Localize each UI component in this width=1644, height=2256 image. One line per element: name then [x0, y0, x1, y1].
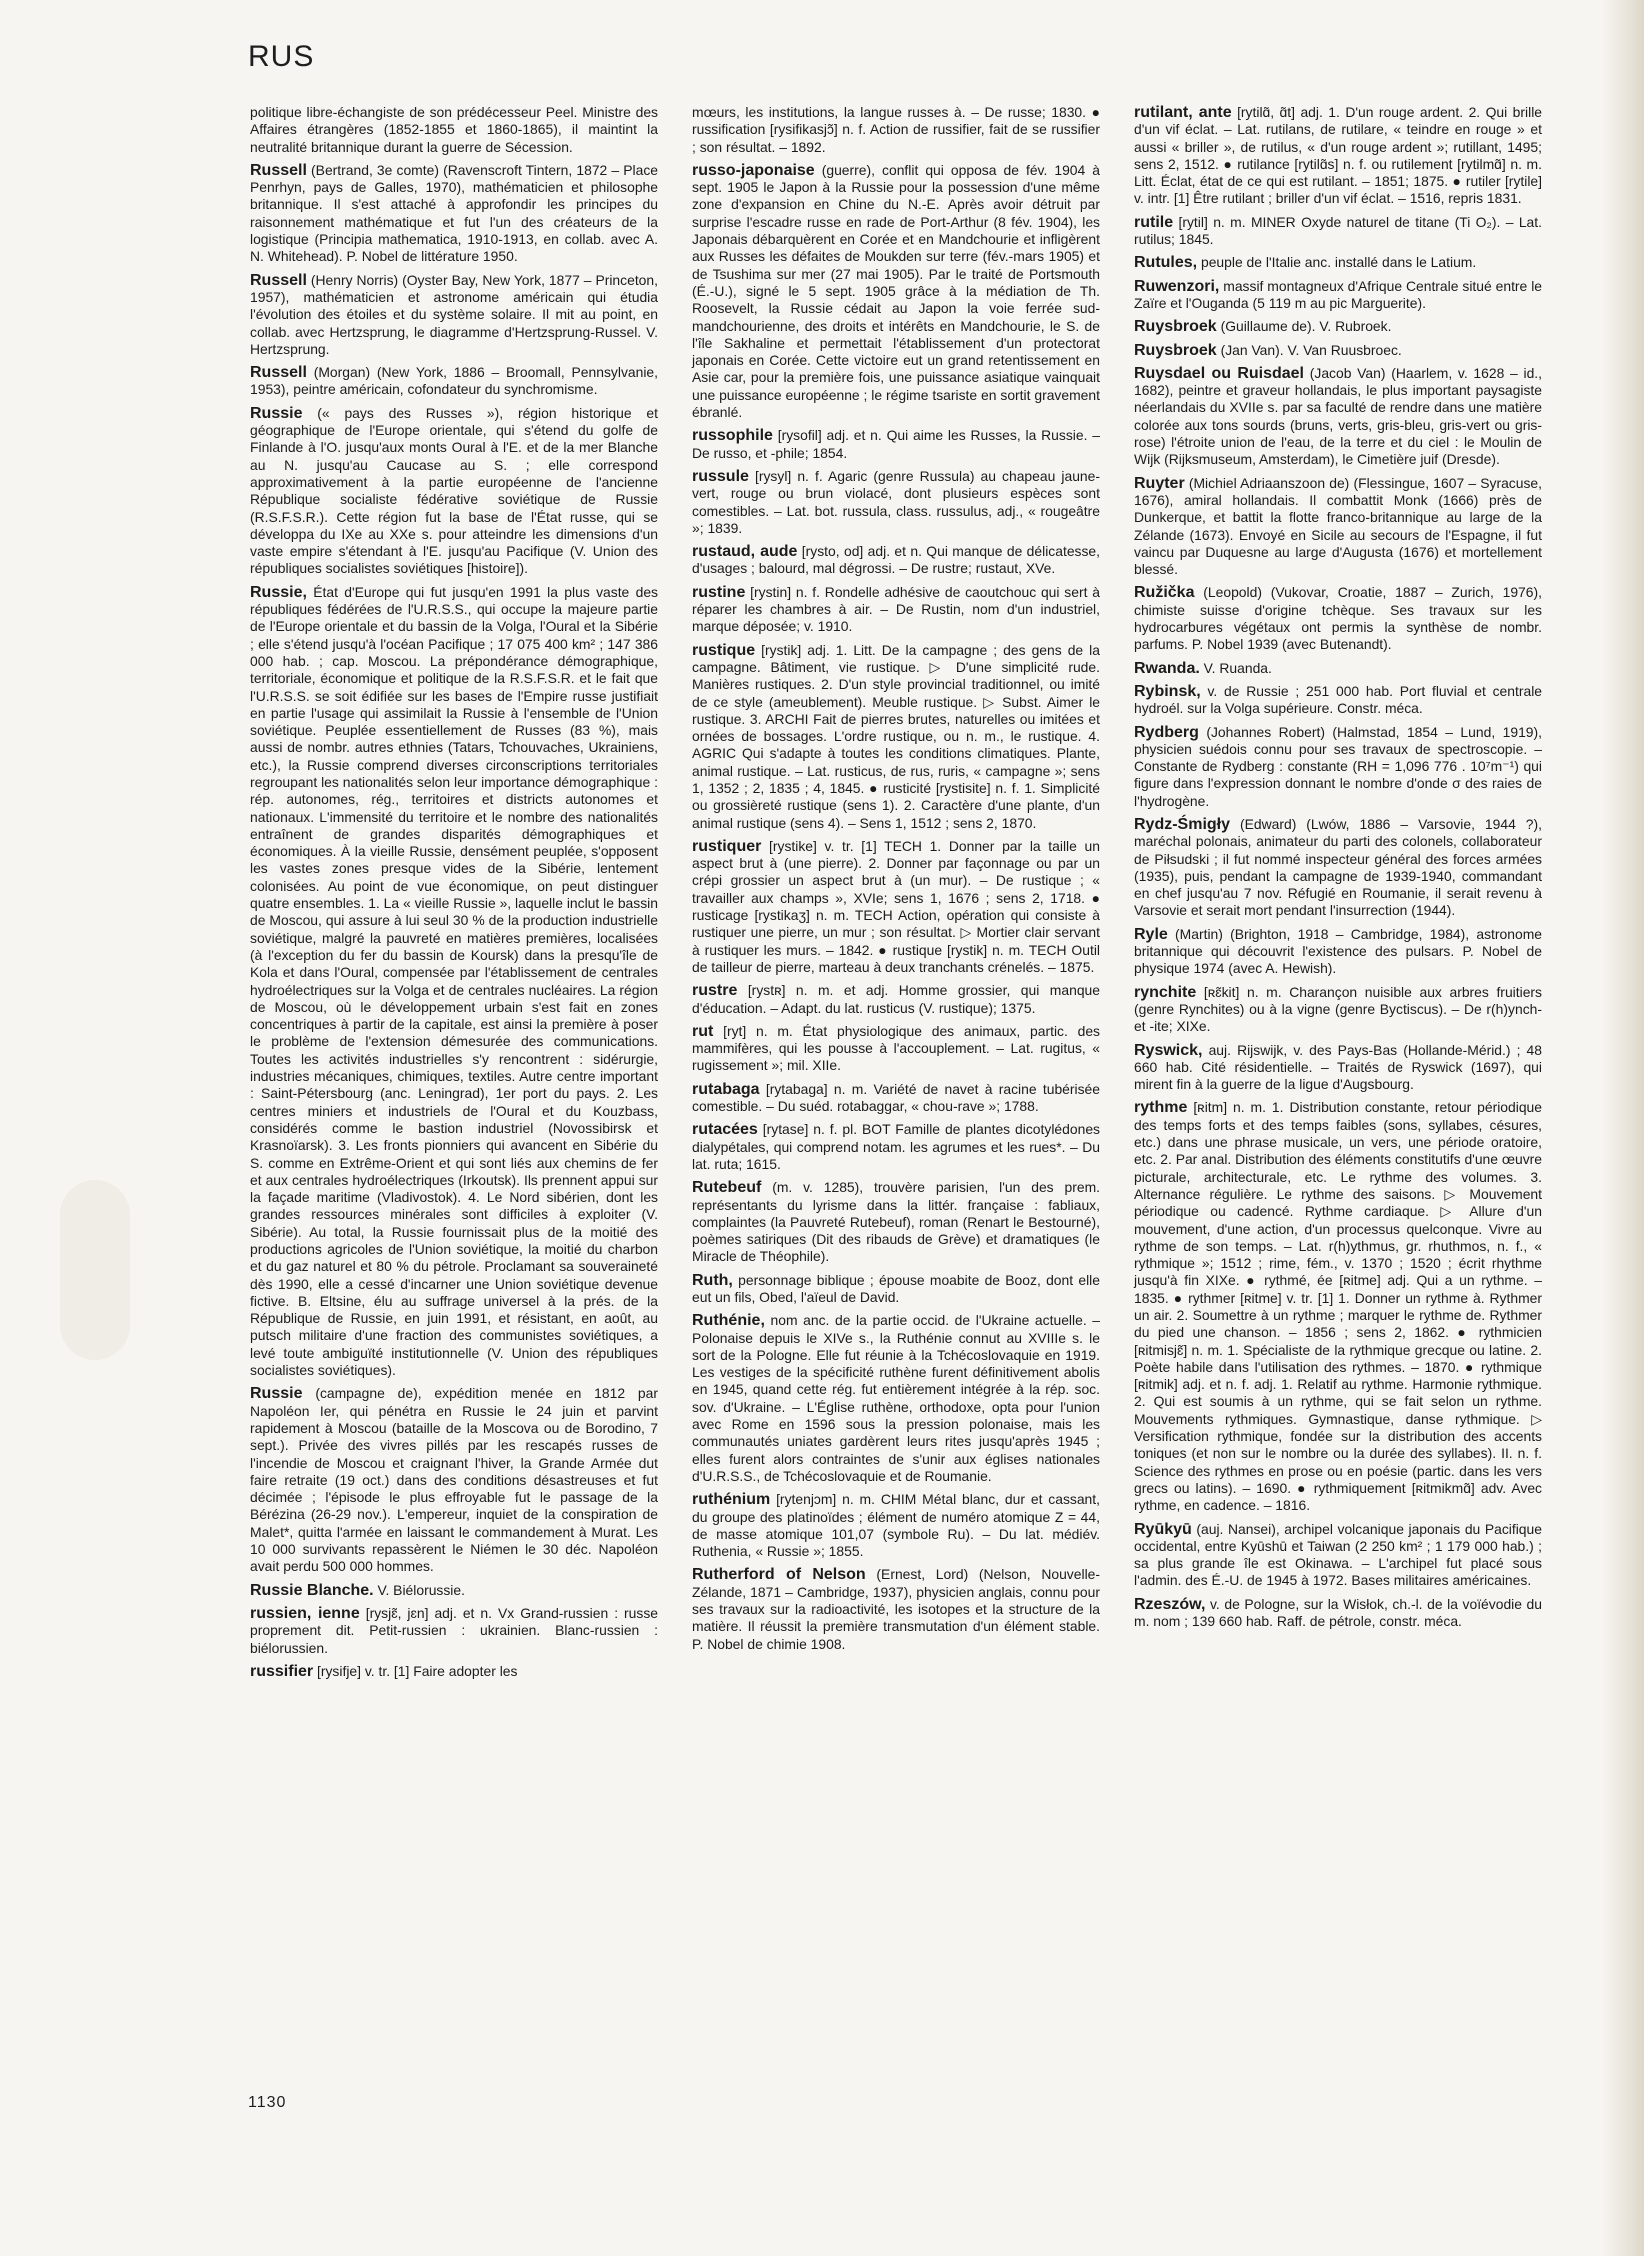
entry-headword: rustre — [692, 982, 738, 1000]
dictionary-entry — [250, 405, 658, 578]
dictionary-entry — [1134, 475, 1542, 579]
entry-headword: Russell — [250, 364, 307, 382]
entry-text: (Morgan) (New York, 1886 – Broomall, Pennsylvanie, 1953), peintre américain, cofondateur du synchromisme. — [250, 364, 659, 398]
dictionary-entry — [1134, 1596, 1542, 1631]
entry-text: [rystin] n. f. Rondelle adhésive de caoutchouc qui sert à réparer les chambres à air. – De Rustin, nom d'un industriel, marque déposée; v. 1910. — [692, 583, 1100, 635]
entry-headword: Russell — [250, 271, 307, 289]
dictionary-entry — [1134, 1042, 1542, 1094]
entry-headword: Ruysbroek — [1134, 341, 1217, 359]
entry-text: v. de Russie ; 251 000 hab. Port fluvial et centrale hydroél. sur la Volga supérieure. Constr. méca. — [1134, 682, 1542, 717]
entry-headword: Ruysdael ou Ruisdael — [1134, 364, 1305, 382]
entry-headword: Ruwenzori, — [1134, 277, 1220, 295]
entry-text: (Jacob Van) (Haarlem, v. 1628 – id., 1682), peintre et graveur hollandais, le plus important paysagiste néerlandais du XVIIe s. par sa faculté de rendre dans une matière colorée aux tons sourds (bruns, verts, gris-bleu, gris-vert ou gris-rose) l'étroite union de l'eau, de la terre et du ciel : le Moulin de Wijk (Rijksmuseum, Amsterdam), le Cimetière juif (Dresde). — [1134, 364, 1543, 468]
dictionary-entry — [250, 272, 658, 358]
entry-text: (Leopold) (Vukovar, Croatie, 1887 – Zurich, 1976), chimiste suisse d'origine tchèque. Ses travaux sur les hydrocarbures végétaux ont permis la synthèse de nombr. parfums. P. Nobel 1939 (avec Butenandt). — [1134, 584, 1542, 653]
entry-headword: russo-japonaise — [692, 161, 815, 179]
entry-text: (Bertrand, 3e comte) (Ravenscroft Tintern, 1872 – Place Penrhyn, pays de Galles, 1970), mathématicien et philosophe britannique. Il s'est attaché à approfondir les principes du raisonnement mathématique et fut l'un des créateurs de la logistique (Principia mathematica, 1910-1913, en collab. avec A. N. Whitehead). P. Nobel de littérature 1950. — [250, 161, 658, 265]
entry-text: État d'Europe qui fut jusqu'en 1991 la plus vaste des républiques fédérées de l'U.R.S.S., qui occupe la majeure partie de l'Europe orientale et du bassin de la Volga, l'Oural et la Sibérie ; elle s'étend jusqu'à l'océan Pacifique ; 17 075 400 km² ; 147 386 000 hab. ; cap. Moscou. La prépondérance démographique, territoriale, économique et politique de la R.S.F.S.R. et le fait que l'U.R.S.S. se soit édifiée sur les bases de l'Empire russe justifiait en partie l'usage qui assimilait la Russie à l'ensemble de l'Union soviétique. Peuplée essentiellement de Russes (83 %), mais aussi de nombr. autres ethnies (Tatars, Tchouvaches, Ukrainiens, etc.), la Russie comprend diverses circonscriptions territoriales regroupant les nationalités selon leur importance démographique : rép. autonomes, rég., territoires et districts autonomes et nationaux. L'immensité du territoire et le nombre des nationalités entraînent de grandes disparités démographiques et économiques. À la vieille Russie, densément peuplée, s'opposent les vastes zones presque vides de la Sibérie, lentement colonisées. Au point de vue économique, on peut distinguer quatre ensembles. 1. La « vieille Russie », laquelle inclut le bassin de Moscou, qui assure à lui seul 30 % de la production industrielle soviétique, malgré la pauvreté en matières premières, localisées (à l'exception du fer du bassin de Koursk) dans la presqu'île de Kola et dans l'Oural, compensée par l'établissement de centrales hydroélectriques sur la Volga et de centrales nucléaires. La région de Moscou, où le développement urbain s'est fait en zones concentriques à partir de la capitale, est ainsi la première à poser le problème de l'extension démesurée des communications. Toutes les activités industrielles s'y rencontrent : sidérurgie, industries mécaniques, chimiques, textiles. Autre centre important : Saint-Pétersbourg (anc. Leningrad), 1er port du pays. 2. Les centres miniers et industriels de l'Oural et du Kouzbass, considérés comme le bastion industriel (Novossibirsk et Krasnoïarsk). 3. Les fronts pionniers qui avancent en Sibérie du S. comme en Extrême-Orient et qui sont liés aux chemins de fer et aux centrales hydroélectriques (Irkoutsk). Ils prennent appui sur la façade maritime (Vladivostok). 4. Le Nord sibérien, dont les grandes ressources minérales sont difficiles à exploiter (V. Sibérie). Au total, la Russie fournissait plus de la moitié des productions agricoles de l'Union soviétique, la moitié du charbon et du gaz naturel et 80 % du pétrole. Proclamant sa souveraineté dès 1990, elle a cessé d'incarner une Union soviétique devenue fictive. B. Eltsine, élu au suffrage universel à la prés. de la République de Russie, en juin 1991, et résistant, en août, au putsch militaire d'une fraction des communistes soviétiques, a levé toute ambiguïté institutionnelle (V. Union des républiques socialistes soviétiques). — [250, 583, 658, 1379]
entry-text: [rystʀ] n. m. et adj. Homme grossier, qui manque d'éducation. – Adapt. du lat. rusticus (V. rustique); 1375. — [692, 982, 1101, 1016]
dictionary-entry — [692, 1491, 1100, 1560]
entry-text: (Michiel Adriaanszoon de) (Flessingue, 1607 – Syracuse, 1676), amiral hollandais. Il combattit Monk (1666) près de Dunkerque, et battit la flotte franco-britannique au large de la Zélande (1673). Envoyé en Sicile au secours de l'Espagne, il fut vaincu par Duquesne au large d'Augusta (1676) et mortellement blessé. — [1134, 474, 1543, 578]
entry-headword: Ruthénie, — [692, 1312, 765, 1330]
entry-headword: rutacées — [692, 1121, 758, 1139]
dictionary-entry — [692, 427, 1100, 462]
entry-text: [rytabaga] n. m. Variété de navet à racine tubérisée comestible. – Du suéd. rotabaggar, « chou-rave »; 1788. — [692, 1080, 1100, 1115]
page-edge-shadow — [1602, 0, 1644, 2256]
running-head: RUS — [248, 40, 315, 73]
dictionary-entry — [1134, 214, 1542, 249]
dictionary-entry — [692, 1179, 1100, 1265]
entry-text: (Guillaume de). V. Rubroek. — [1220, 318, 1392, 335]
dictionary-entry — [250, 162, 658, 266]
entry-headword: rythme — [1134, 1099, 1188, 1117]
entry-headword: russifier — [250, 1662, 314, 1680]
entry-headword: Ružička — [1134, 584, 1195, 602]
entry-headword: rutilant, ante — [1134, 104, 1232, 121]
dictionary-entry — [692, 584, 1100, 636]
entry-headword: Russie — [250, 404, 303, 422]
entry-headword: rustiquer — [692, 837, 762, 855]
dictionary-entry — [1134, 365, 1542, 469]
entry-text: (« pays des Russes »), région historique et géographique de l'Europe orientale, qui s'étend du golfe de Finlande à l'O. jusqu'aux monts Oural à l'E. et de la mer Blanche au N. jusqu'au Caucase au S. ; elle correspond approximativement à la partie européenne de l'ancienne République socialiste fédérative soviétique de Russie (R.S.F.S.R.). Cette région fut la base de l'État russe, qui se développa du IXe au XXe s. pour atteindre les dimensions d'un vaste empire s'étendant à l'E. jusqu'au Pacifique (V. Union des républiques socialistes soviétiques [histoire]). — [250, 404, 658, 577]
entry-text: V. Ruanda. — [1203, 659, 1272, 676]
column-2 — [692, 104, 1100, 1659]
entry-text: (Johannes Robert) (Halmstad, 1854 – Lund, 1919), physicien suédois connu pour ses travaux de spectroscopie. – Constante de Rydberg : constante (RH = 1,096 776 . 10⁷m⁻¹) qui figure dans l'expression donnant le nombre d'onde σ des raies de l'hydrogène. — [1134, 723, 1543, 809]
entry-headword: Ryle — [1134, 925, 1168, 943]
dictionary-entry — [692, 1121, 1100, 1173]
dictionary-entry — [1134, 1521, 1542, 1590]
dictionary-entry — [1134, 318, 1542, 335]
dictionary-entry — [250, 1605, 658, 1657]
dictionary-entry — [1134, 584, 1542, 653]
entry-text: [rystike] v. tr. [1] TECH 1. Donner par la taille un aspect brut à (une pierre). 2. Donner par façonnage ou par un crépi grossier un aspect brut à (un mur). – De rustique ; « travailler aux champs », XVIe; sens 1, 1676 ; sens 2, 1718. ● rusticage [rystikaʒ] n. m. TECH Action, opération qui consiste à rustiquer une pierre, un mur ; son résultat. ▷ Mortier clair servant à rustiquer les murs. – 1842. ● rustique [rystik] n. m. TECH Outil de tailleur de pierre, marteau à deux tranchants crénelés. – 1875. — [692, 837, 1100, 975]
entry-text: politique libre-échangiste de son prédécesseur Peel. Ministre des Affaires étrangères (1852-1855 et 1860-1865), il maintint la neutralité britannique durant la guerre de Sécession. — [250, 104, 658, 155]
dictionary-entry — [692, 468, 1100, 537]
entry-headword: Russell — [250, 161, 307, 179]
entry-text: (Henry Norris) (Oyster Bay, New York, 1877 – Princeton, 1957), mathématicien et astronome américain qui étudia l'évolution des étoiles et du système solaire. Il mit au point, en collab. avec Hertzsprung, le diagramme d'Hertzsprung-Russel. V. Hertzsprung. — [250, 271, 658, 357]
dictionary-entry — [692, 1081, 1100, 1116]
entry-headword: Rzeszów, — [1134, 1595, 1206, 1613]
entry-text: (m. v. 1285), trouvère parisien, l'un des prem. représentants du lyrisme dans la littér. française : fabliaux, complaintes (la Pauvreté Rutebeuf), roman (Renart le Bestourné), poèmes satiriques (Dit des ribauds de Grève) et dramatiques (le Miracle de Théophile). — [692, 1179, 1100, 1265]
entry-text: [rystik] adj. 1. Litt. De la campagne ; des gens de la campagne. Bâtiment, vie rustique. ▷ D'une simplicité rude. Manières rustiques. 2. D'un style provincial traditionnel, ou imité de ce style (ameublement). Meuble rustique. ▷ Subst. Aimer le rustique. 3. ARCHI Fait de pierres brutes, naturelles ou imitées et ornées de bossages. L'ordre rustique, ou n. m., le rustique. 4. AGRIC Qui s'adapte à toutes les conditions climatiques. Plante, animal rustique. – Lat. rusticus, de rus, ruris, « campagne »; sens 1, 1352 ; 2, 1835 ; 4, 1845. ● rusticité [rystisite] n. f. 1. Simplicité ou grossièreté rustique (sens 1). 2. Caractère d'une plante, d'un animal rustique (sens 4). – Sens 1, 1512 ; sens 2, 1870. — [692, 641, 1100, 831]
column-1 — [250, 104, 658, 1686]
entry-text: v. de Pologne, sur la Wisłok, ch.-l. de la voïévodie du m. nom ; 139 660 hab. Raff. de pétrole, constr. méca. — [1134, 1595, 1543, 1630]
entry-text: (guerre), conflit qui opposa de fév. 1904 à sept. 1905 le Japon à la Russie pour la possession d'une même zone d'expansion en Chine du N.-E. Après avoir détruit par surprise l'escadre russe en rade de Port-Arthur (8 fév. 1904), les Japonais débarquèrent en Corée et en Mandchourie et infligèrent aux Russes les défaites de Moukden sur terre (fév.-mars 1905) et de Tsushima sur mer (27 mai 1905). Par le traité de Portsmouth (É.-U.), signé le 5 sept. 1905 grâce à la médiation de Th. Roosevelt, la Russie cédait au Japon la voie ferrée sud-mandchourienne, des droits et intérêts en Mandchourie, le S. de l'île Sakhaline et permettait l'établissement d'un protectorat japonais en Corée. Cette victoire eut un grand retentissement en Asie car, pour la première fois, une puissance asiatique vainquait une puissance européenne ; le régime tsariste en sortit gravement ébranlé. — [692, 161, 1101, 421]
dictionary-entry — [692, 543, 1100, 578]
dictionary-entry — [692, 642, 1100, 832]
entry-headword: russule — [692, 467, 749, 485]
entry-headword: Russie — [250, 1385, 303, 1403]
entry-text: [rytilɑ̃, ɑ̃t] adj. 1. D'un rouge ardent. 2. Qui brille d'un vif éclat. – Lat. rutilans, de rutilare, « teindre en rouge » et aussi « briller », de rutilus, « d'un rouge ardent »; rutillant, 1495; sens 2, 1512. ● rutilance [rytilɑ̃s] n. f. ou rutilement [rytilmɑ̃] n. m. Litt. Éclat, état de ce qui est rutilant. – 1851; 1875. ● rutiler [rytile] v. intr. [1] Être rutilant ; briller d'un vif éclat. – 1516, repris 1831. — [1134, 104, 1543, 207]
page-number: 1130 — [248, 2094, 287, 2111]
dictionary-entry — [1134, 104, 1542, 208]
dictionary-entry — [692, 104, 1100, 156]
entry-text: [rysjɛ̃, jɛn] adj. et n. Vx Grand-russien : russe proprement dit. Petit-russien : ukrainien. Blanc-russien : biélorussien. — [250, 1604, 659, 1656]
dictionary-entry — [250, 1385, 658, 1575]
dictionary-entry — [250, 1663, 658, 1680]
entry-text: (Martin) (Brighton, 1918 – Cambridge, 1984), astronome britannique qui découvrit l'existence des pulsars. P. Nobel de physique 1974 (avec A. Hewish). — [1134, 925, 1542, 977]
entry-headword: Ryswick, — [1134, 1041, 1203, 1059]
entry-headword: rynchite — [1134, 983, 1197, 1001]
entry-headword: Ryūkyū — [1134, 1520, 1192, 1538]
entry-text: [rytase] n. f. pl. BOT Famille de plantes dicotylédones dialypétales, qui comprend notam. les agrumes et les rues*. – Du lat. ruta; 1615. — [692, 1121, 1100, 1172]
dictionary-entry — [250, 584, 658, 1380]
entry-headword: russophile — [692, 427, 773, 445]
entry-headword: Rybinsk, — [1134, 682, 1201, 700]
dictionary-entry — [692, 1023, 1100, 1075]
entry-text: personnage biblique ; épouse moabite de Booz, dont elle eut un fils, Obed, l'aïeul de David. — [692, 1271, 1100, 1305]
entry-text: [rysto, od] adj. et n. Qui manque de délicatesse, d'usages ; balourd, mal dégrossi. – De rustre; rustaut, XVe. — [692, 543, 1101, 577]
dictionary-entry — [692, 1566, 1100, 1652]
entry-text: (auj. Nansei), archipel volcanique japonais du Pacifique occidental, entre Kyūshū et Taiwan (2 250 km² ; 1 179 000 hab.) ; sa plus grande île est Okinawa. – L'archipel fut placé sous l'admin. des É.-U. de 1945 à 1972. Bases militaires américaines. — [1134, 1520, 1542, 1589]
dictionary-entry — [692, 838, 1100, 976]
entry-text: [rysofil] adj. et n. Qui aime les Russes, la Russie. – De russo, et -phile; 1854. — [692, 427, 1100, 461]
entry-text: [ʀɛ̃kit] n. m. Charançon nuisible aux arbres fruitiers (genre Rynchites) ou à la vigne (genre Byctiscus). – De r(h)ynch- et -ite; XIXe. — [1134, 983, 1542, 1035]
entry-headword: russien, ienne — [250, 1604, 360, 1622]
entry-text: V. Biélorussie. — [377, 1581, 465, 1598]
entry-text: mœurs, les institutions, la langue russes à. – De russe; 1830. ● russification [rysifikasjɔ̃] n. f. Action de russifier, fait de se russifier ; son résultat. – 1892. — [692, 104, 1100, 155]
entry-text: [rysyl] n. f. Agaric (genre Russula) au chapeau jaune-vert, rouge ou brun violacé, dont plusieurs espèces sont comestibles. – Lat. bot. russula, class. russulus, adj., « rougeâtre »; 1839. — [692, 467, 1101, 536]
dictionary-entry — [250, 1582, 658, 1599]
entry-headword: Rydz-Śmigły — [1134, 815, 1231, 833]
dictionary-entry — [1134, 926, 1542, 978]
column-3 — [1134, 104, 1542, 1636]
entry-headword: Rydberg — [1134, 723, 1199, 741]
entry-headword: Russie, — [250, 583, 307, 601]
entry-text: auj. Rijswijk, v. des Pays-Bas (Hollande-Mérid.) ; 48 660 hab. Cité résidentielle. – Traités de Ryswick (1697), qui mirent fin à la guerre de la ligue d'Augsbourg. — [1134, 1041, 1542, 1093]
dictionary-entry — [1134, 342, 1542, 359]
dictionary-entry — [692, 982, 1100, 1017]
dictionary-entry — [692, 162, 1100, 421]
dictionary-entry — [692, 1312, 1100, 1485]
dictionary-entry — [1134, 254, 1542, 271]
entry-headword: Rutules, — [1134, 254, 1198, 272]
entry-headword: Rwanda. — [1134, 659, 1200, 677]
entry-headword: Russie Blanche. — [250, 1581, 374, 1599]
entry-text: [rytil] n. m. MINER Oxyde naturel de titane (Ti O₂). – Lat. rutilus; 1845. — [1134, 213, 1542, 248]
entry-text: [ryt] n. m. État physiologique des animaux, partic. des mammifères, qui les pousse à l'accouplement. – Lat. rugitus, « rugissement »; mil. XIIe. — [692, 1022, 1100, 1074]
entry-headword: Ruth, — [692, 1271, 733, 1289]
entry-text: peuple de l'Italie anc. installé dans le Latium. — [1200, 254, 1477, 271]
entry-headword: Ruysbroek — [1134, 318, 1217, 336]
entry-text: [rytenjɔm] n. m. CHIM Métal blanc, dur et cassant, du groupe des platinoïdes ; élément de numéro atomique Z = 44, de masse atomique 101,07 (symbole Ru). – Du lat. médiév. Ruthenia, « Russie »; 1855. — [692, 1491, 1101, 1560]
entry-headword: Rutebeuf — [692, 1179, 762, 1197]
entry-text: [rysifje] v. tr. [1] Faire adopter les — [317, 1662, 518, 1679]
entry-headword: Ruyter — [1134, 474, 1185, 492]
entry-headword: Rutherford of Nelson — [692, 1566, 866, 1584]
entry-text: (campagne de), expédition menée en 1812 par Napoléon Ier, qui pénétra en Russie le 24 juin et parvint rapidement à Moscou (bataille de la Moscova ou de Borodino, 7 sept.). Privée des vivres pillés par les rescapés russes de l'incendie de Moscou et craignant l'hiver, la Grande Armée dut faire retraite (19 oct.) dans des conditions désastreuses et fut décimée ; l'épisode le plus effroyable fut le passage de la Bérézina (26-29 nov.). L'empereur, inquiet de la conspiration de Malet*, quitta l'armée en laissant le commandement à Murat. Les 10 000 survivants repassèrent le Niémen le 30 déc. Napoléon avait perdu 500 000 hommes. — [250, 1385, 658, 1575]
dictionary-entry — [1134, 660, 1542, 677]
paper-stain — [60, 1180, 130, 1360]
entry-text: (Ernest, Lord) (Nelson, Nouvelle-Zélande, 1871 – Cambridge, 1937), physicien anglais, connu pour ses travaux sur la radioactivité, les isotopes et la structure de la matière. Il réussit la première transmutation d'un élément stable. P. Nobel de chimie 1908. — [692, 1566, 1101, 1652]
entry-text: massif montagneux d'Afrique Centrale situé entre le Zaïre et l'Ouganda (5 119 m au pic Marguerite). — [1134, 277, 1543, 311]
dictionary-entry — [250, 364, 658, 399]
entry-headword: rustine — [692, 583, 746, 601]
dictionary-entry — [1134, 724, 1542, 810]
entry-headword: rustique — [692, 641, 756, 659]
entry-headword: ruthénium — [692, 1491, 771, 1509]
dictionary-entry — [250, 104, 658, 156]
entry-text: (Jan Van). V. Van Ruusbroec. — [1220, 341, 1402, 358]
entry-headword: rut — [692, 1022, 714, 1040]
entry-text: nom anc. de la partie occid. de l'Ukraine actuelle. – Polonaise depuis le XIVe s., la Ruthénie connut au XVIIIe s. le sort de la Pologne. Elle fut réunie à la Tchécoslovaquie en 1919. Les vestiges de la spécificité ruthène furent définitivement abolis en 1945, quand cette rég. fut entièrement intégrée à la rép. soc. sov. d'Ukraine. – L'Église ruthène, orthodoxe, opta pour l'union avec Rome en 1596 sous la pression polonaise, mais les communautés uniates gardèrent leurs rites jusqu'après 1945 ; elles furent alors contraintes de s'unir aux églises nationales d'U.R.S.S., de Tchécoslovaquie et de Roumanie. — [692, 1312, 1101, 1484]
dictionary-entry — [1134, 984, 1542, 1036]
dictionary-entry — [1134, 683, 1542, 718]
dictionary-entry — [692, 1272, 1100, 1307]
dictionary-entry — [1134, 1099, 1542, 1514]
entry-headword: rustaud, aude — [692, 543, 798, 561]
entry-headword: rutabaga — [692, 1080, 760, 1098]
dictionary-entry — [1134, 278, 1542, 313]
entry-headword: rutile — [1134, 213, 1174, 231]
dictionary-entry — [1134, 816, 1542, 920]
entry-text: (Edward) (Lwów, 1886 – Varsovie, 1944 ?), maréchal polonais, animateur du parti des colonels, collaborateur de Piłsudski ; il fut nommé inspecteur général des forces armées (1935), puis, pendant la campagne de 1939-1940, commandant en chef jusqu'au 7 nov. Réfugié en Roumanie, il serait revenu à Varsovie et serait mort pendant l'insurrection (1944). — [1134, 815, 1542, 919]
entry-text: [ʀitm] n. m. 1. Distribution constante, retour périodique des temps forts et des temps faibles (sons, syllabes, césures, etc.) dans une phrase musicale, un vers, une période oratoire, etc. 2. Par anal. Distribution des éléments constitutifs d'une œuvre picturale, architecturale, etc. Le rythme des volumes. 3. Alternance régulière. Le rythme des saisons. ▷ Mouvement périodique ou cadencé. Rythme cardiaque. ▷ Allure d'un mouvement, d'une action, d'un processus quelconque. Vivre au rythme de son temps. – Lat. r(h)ythmus, gr. rhuthmos, n. f., « rythmique »; 1512 ; rime, fém., v. 1370 ; 1520 ; écrit rhythme jusqu'à fin XIXe. ● rythmé, ée [ʀitme] adj. Qui a un rythme. – 1835. ● rythmer [ʀitme] v. tr. [1] 1. Donner un rythme à. Rythmer un air. 2. Soumettre à un rythme ; marquer le rythme de. Rythmer du pied une chanson. – 1856 ; sens 2, 1862. ● rythmicien [ʀitmisjɛ̃] n. m. 1. Spécialiste de la rythmique grecque ou latine. 2. Poète habile dans l'utilisation des rythmes. – 1870. ● rythmique [ʀitmik] adj. et n. f. adj. 1. Relatif au rythme. Harmonie rythmique. 2. Qui est soumis à un rythme, qui se fait selon un rythme. Mouvements rythmiques. Gymnastique, danse rythmique. ▷ Versification rythmique, fondée sur la distribution des accents toniques (et non sur le nombre ou la durée des syllabes). II. n. f. Science des rythmes en prose ou en poésie (partic. dans les vers grecs ou latins). – 1690. ● rythmiquement [ʀitmikmɑ̃] adv. Avec rythme, en cadence. – 1816. — [1134, 1099, 1543, 1514]
